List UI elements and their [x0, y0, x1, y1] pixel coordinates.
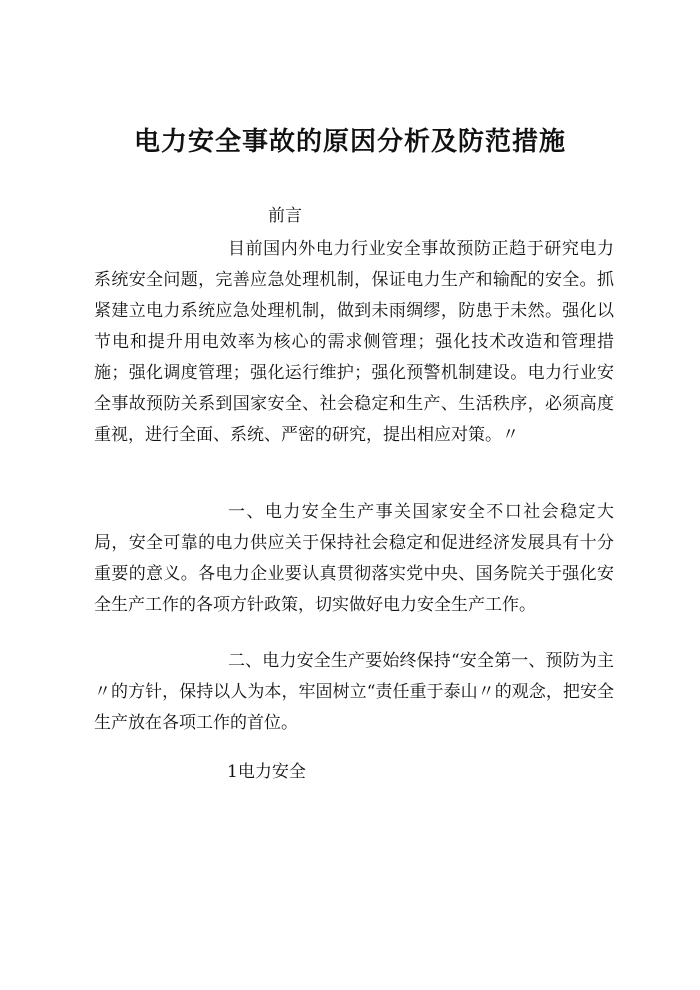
preface-heading: 前言 [268, 206, 302, 226]
section-heading: 1电力安全 [227, 762, 306, 782]
body-paragraph-2: 一、电力安全生产事关国家安全不口社会稳定大局，安全可靠的电力供应关于保持社会稳定和促进经济发展具有十分重要的意义。各电力企业要认真贯彻落实党中央、国务院关于强化安全生产工作的各项方针政策，切实做好电力安全生产工作。 [94, 502, 614, 615]
document-title: 电力安全事故的原因分析及防范措施 [133, 127, 566, 157]
body-paragraph-3: 二、电力安全生产要始终保持“安全第一、预防为主〃的方针，保持以人为本，牢固树立“责任重于泰山〃的观念，把安全生产放在各项工作的首位。 [94, 651, 614, 733]
body-paragraph-1: 目前国内外电力行业安全事故预防正趋于研究电力系统安全问题，完善应急处理机制，保证电力生产和输配的安全。抓紧建立电力系统应急处理机制，做到未雨绸缪，防患于未然。强化以节电和提升用电效率为核心的需求侧管理；强化技术改造和管理措施；强化调度管理；强化运行维护；强化预警机制建设。电力行业安全事故预防关系到国家安全、社会稳定和生产、生活秩序，必须高度重视，进行全面、系统、严密的研究，提出相应对策。〃 [94, 239, 614, 445]
